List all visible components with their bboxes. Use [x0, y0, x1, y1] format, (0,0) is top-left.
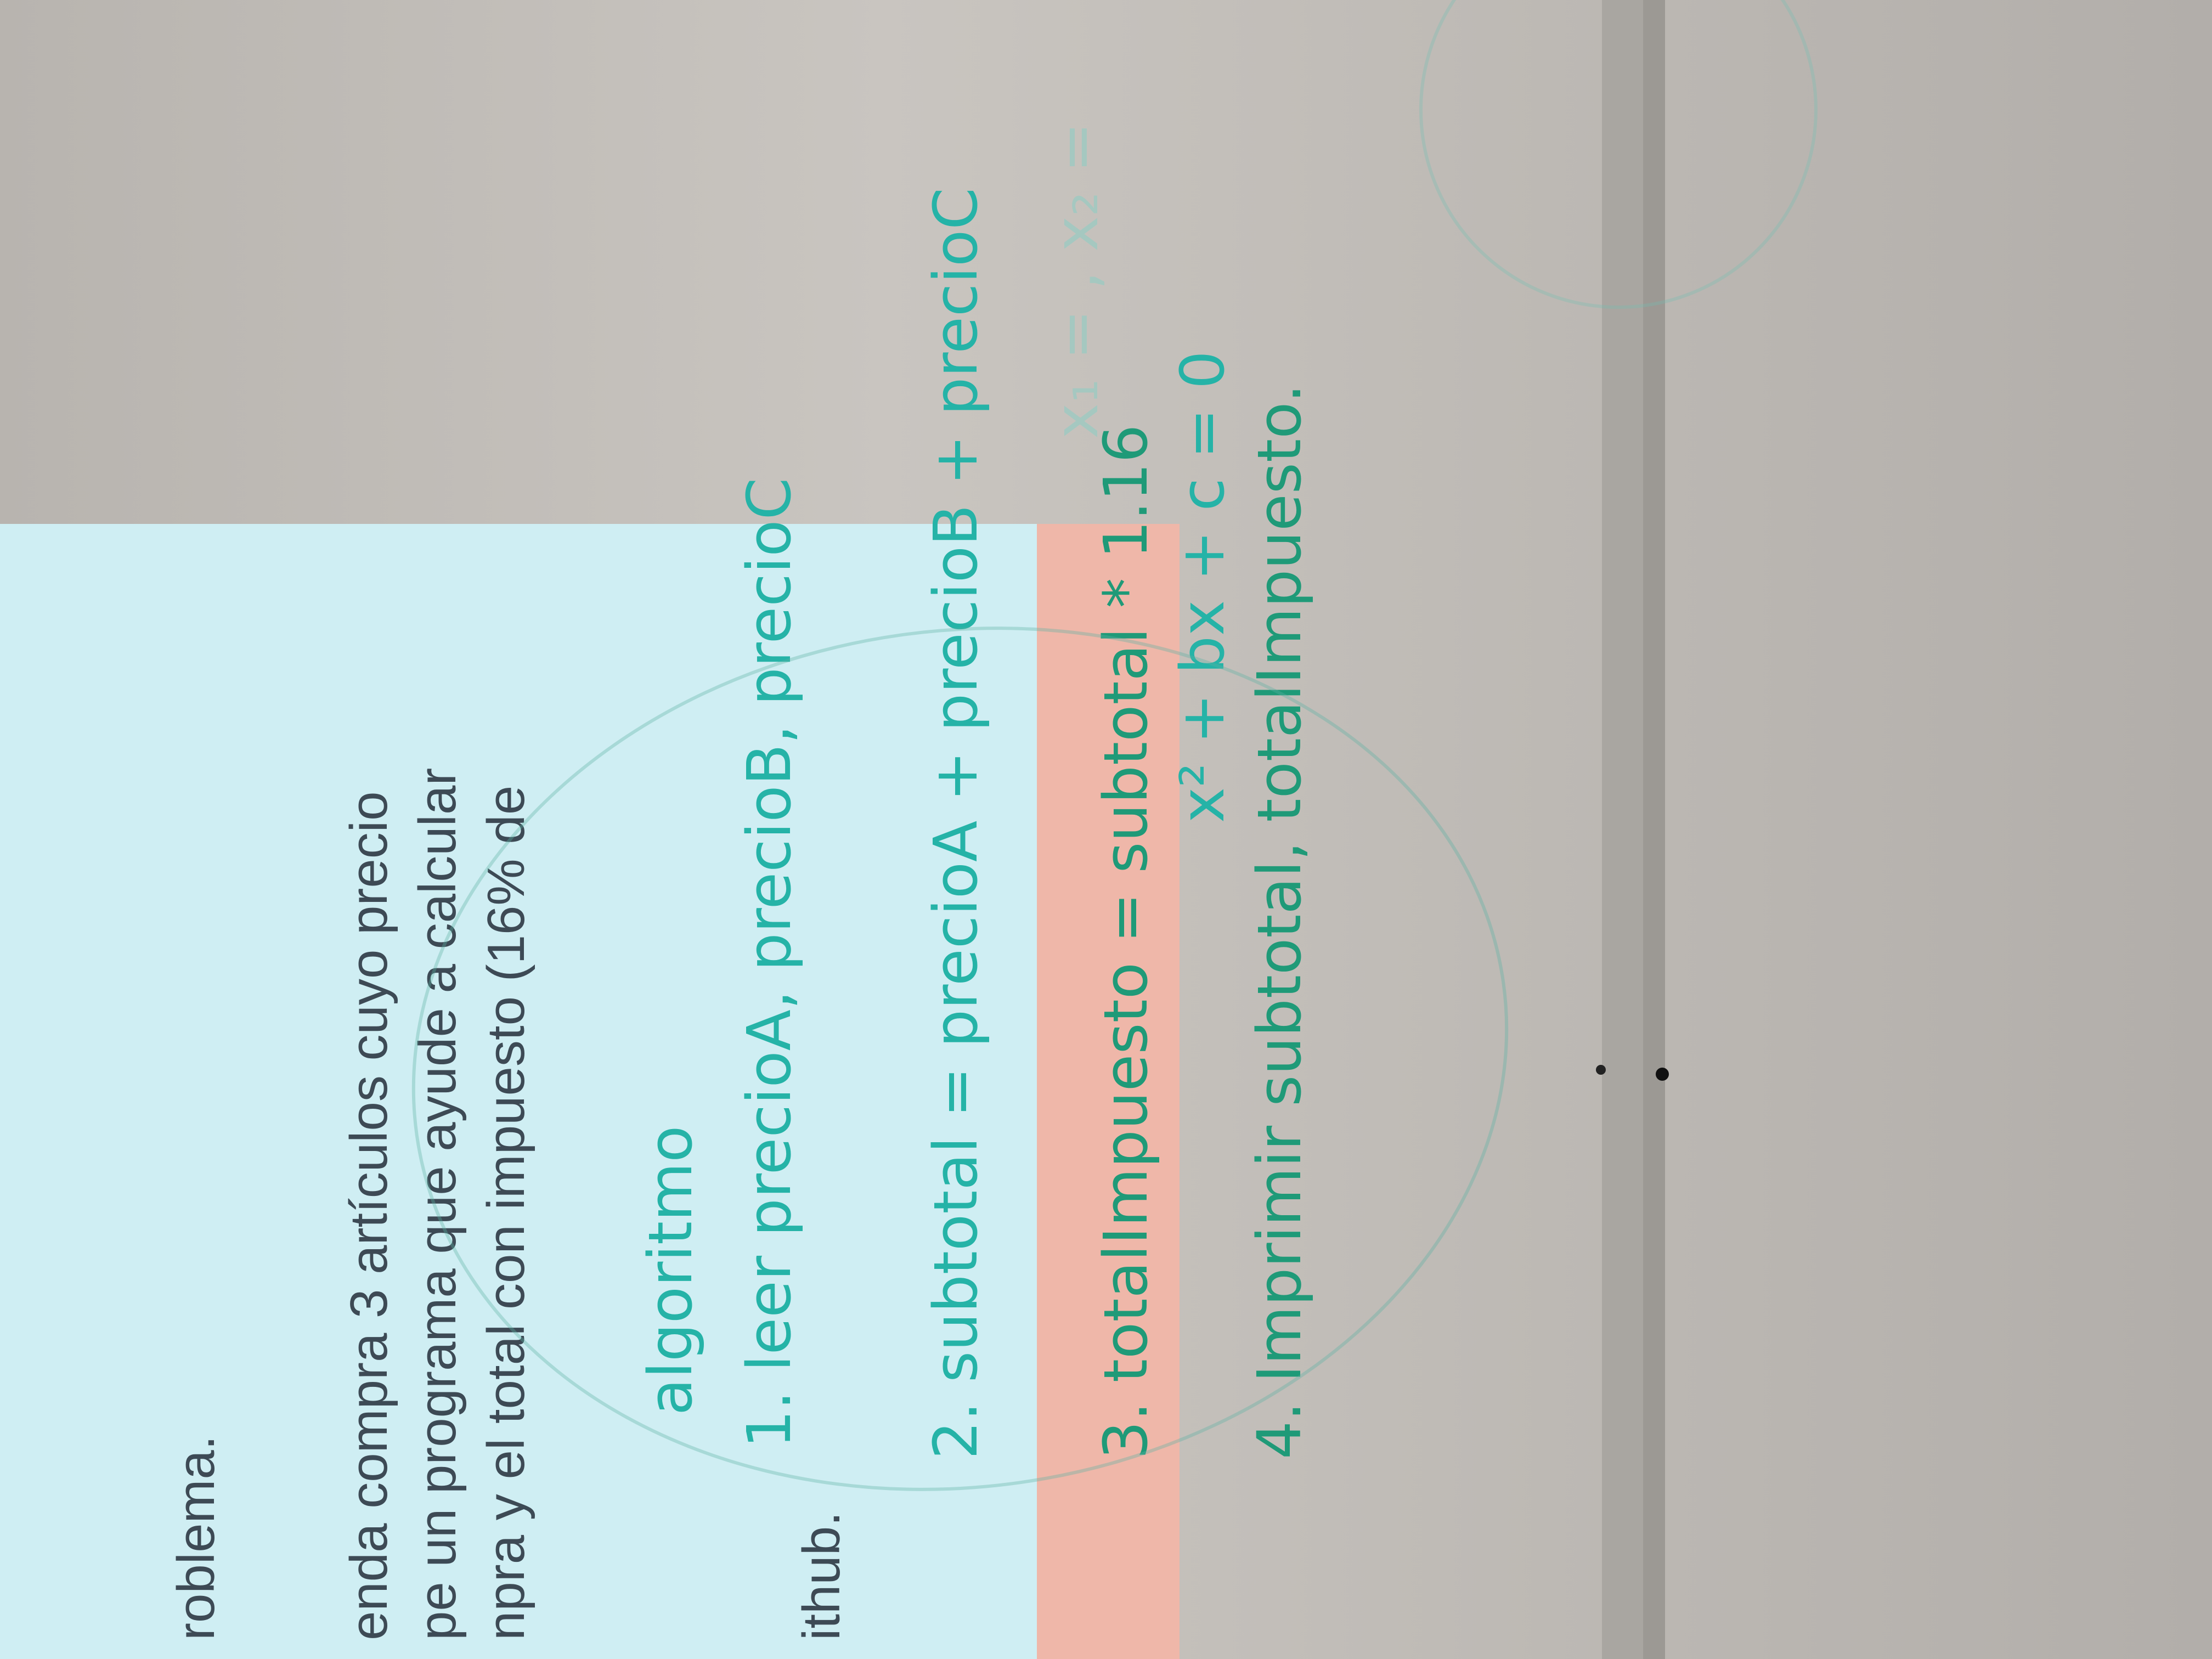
whiteboard-frame — [1602, 0, 1643, 1659]
slide-line-3: npra y el total con impuesto (16% de — [477, 785, 535, 1640]
algorithm-title: algoritmo — [635, 1125, 706, 1415]
slide-heading: roblema. — [167, 1435, 225, 1640]
equation: x² + bx + c = 0 — [1167, 351, 1238, 823]
roots: x₁ = , x₂ = — [1041, 122, 1111, 439]
screw — [1656, 1068, 1669, 1081]
slide-line-1: enda compra 3 artículos cuyo precio — [340, 791, 398, 1640]
step-2: 2. subtotal = precioA + precioB + precioC — [921, 187, 991, 1459]
step-4: 4. Imprimir subtotal, totalImpuesto. — [1244, 383, 1314, 1459]
slide-link: ithub. — [792, 1511, 851, 1640]
step-1: 1. leer precioA, precioB, precioC — [734, 477, 804, 1448]
slide-line-2: pe un programa que ayude a calcular — [408, 768, 467, 1640]
step-3: 3. totalImpuesto = subtotal * 1.16 — [1091, 424, 1161, 1459]
screw — [1596, 1065, 1606, 1075]
whiteboard-frame-edge — [1643, 0, 1665, 1659]
